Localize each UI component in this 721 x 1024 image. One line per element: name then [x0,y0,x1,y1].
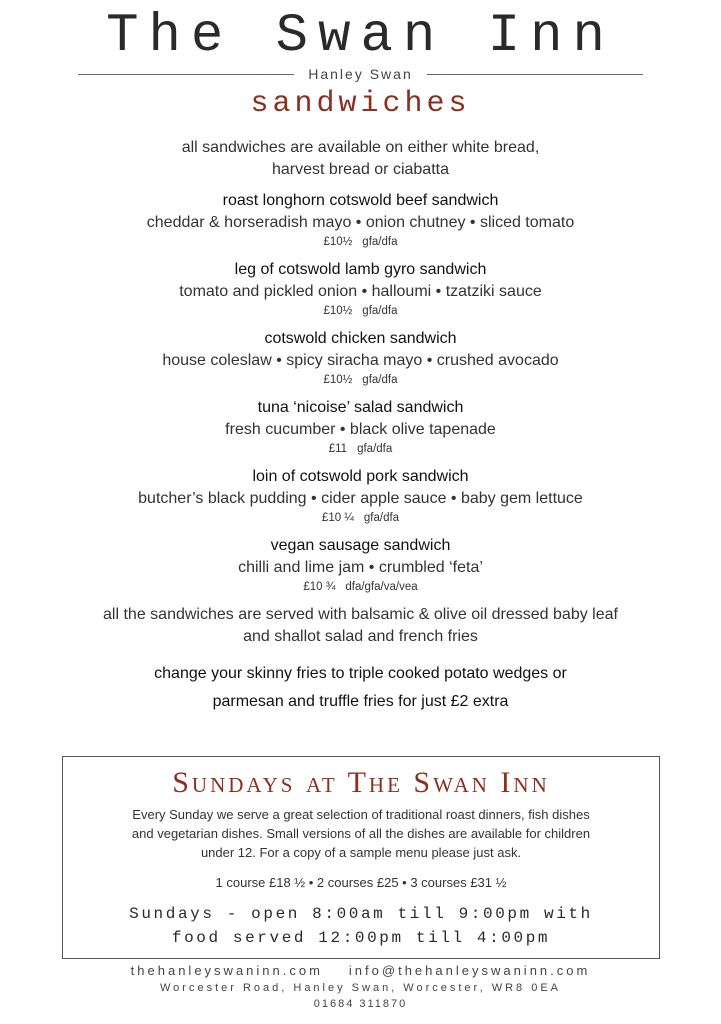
item-price: £10 ¾ [303,581,336,593]
menu-intro [0,137,721,181]
intro-line: all sandwiches are available on either white bread, [181,139,540,156]
location-row [78,62,643,86]
item-description: house coleslaw • spicy siracha mayo • crushed avocado [162,352,559,369]
item-price-line [0,303,721,319]
item-price-line [0,441,721,457]
item-price-line [0,510,721,526]
item-price: £10½ [323,236,353,248]
item-price-line [0,234,721,250]
sundays-text-line: and vegetarian dishes. Small versions of all the dishes are available for children [131,826,591,841]
menu-item [0,328,721,388]
item-description: fresh cucumber • black olive tapenade [225,421,496,438]
item-name: tuna ‘nicoise’ salad sandwich [257,399,464,416]
item-description: cheddar & horseradish mayo • onion chutney • sliced tomato [146,214,575,231]
divider-right [427,74,643,75]
fries-upgrade-note [0,660,721,716]
item-price: £10½ [323,374,353,386]
item-dietary-tags: gfa/dfa [362,305,398,317]
served-with-line: all the sandwiches are served with balsamic & olive oil dressed baby leaf [103,606,618,623]
served-with-note [0,604,721,648]
menu-item [0,259,721,319]
footer-address: Worcester Road, Hanley Swan, Worcester, WR8 0EA [159,982,562,994]
footer-contact [0,962,721,980]
email-link[interactable]: info@thehanleyswaninn.com [348,963,591,978]
item-price: £10½ [323,305,353,317]
divider-left [78,74,294,75]
sundays-hours [63,902,659,950]
upgrade-line: parmesan and truffle fries for just £2 extra [212,693,509,710]
sundays-text-line: Every Sunday we serve a great selection of traditional roast dinners, fish dishes [132,807,590,822]
item-dietary-tags: dfa/gfa/va/vea [345,581,418,593]
item-price: £10 ¼ [321,512,354,524]
intro-line: harvest bread or ciabatta [272,161,449,178]
sundays-hours-line: food served 12:00pm till 4:00pm [171,929,551,947]
sandwich-menu [0,137,721,716]
menu-item [0,535,721,595]
website-link[interactable]: thehanleyswaninn.com [130,963,323,978]
item-name: loin of cotswold pork sandwich [252,468,469,485]
sundays-hours-line: Sundays - open 8:00am till 9:00pm with [129,905,593,923]
item-name: cotswold chicken sandwich [264,330,457,347]
item-name: roast longhorn cotswold beef sandwich [222,192,499,209]
section-title: sandwiches [250,87,471,121]
item-dietary-tags: gfa/dfa [357,443,393,455]
footer [0,962,721,1012]
item-description: tomato and pickled onion • halloumi • tzatziki sauce [179,283,542,300]
item-dietary-tags: gfa/dfa [363,512,400,524]
menu-item [0,466,721,526]
item-price-line [0,372,721,388]
footer-phone: 01684 311870 [313,998,408,1010]
upgrade-line: change your skinny fries to triple cooked potato wedges or [154,665,567,682]
item-price-line [0,579,721,595]
sundays-title: Sundays at The Swan Inn [172,766,550,799]
item-description: chilli and lime jam • crumbled ‘feta’ [238,559,483,576]
item-dietary-tags: gfa/dfa [362,374,398,386]
sundays-text-line: under 12. For a copy of a sample menu please just ask. [200,845,522,860]
item-description: butcher’s black pudding • cider apple sauce • baby gem lettuce [138,490,583,507]
menu-item [0,190,721,250]
served-with-line: and shallot salad and french fries [243,628,478,645]
location-label: Hanley Swan [308,66,413,82]
menu-item [0,397,721,457]
sundays-prices: 1 course £18 ½ • 2 courses £25 • 3 courses £31 ½ [215,875,507,890]
item-name: vegan sausage sandwich [270,537,451,554]
item-name: leg of cotswold lamb gyro sandwich [234,261,487,278]
restaurant-title: The Swan Inn [106,6,615,67]
item-price: £11 [328,443,348,455]
sundays-box [62,756,660,959]
item-dietary-tags: gfa/dfa [362,236,398,248]
sundays-description [73,805,649,862]
